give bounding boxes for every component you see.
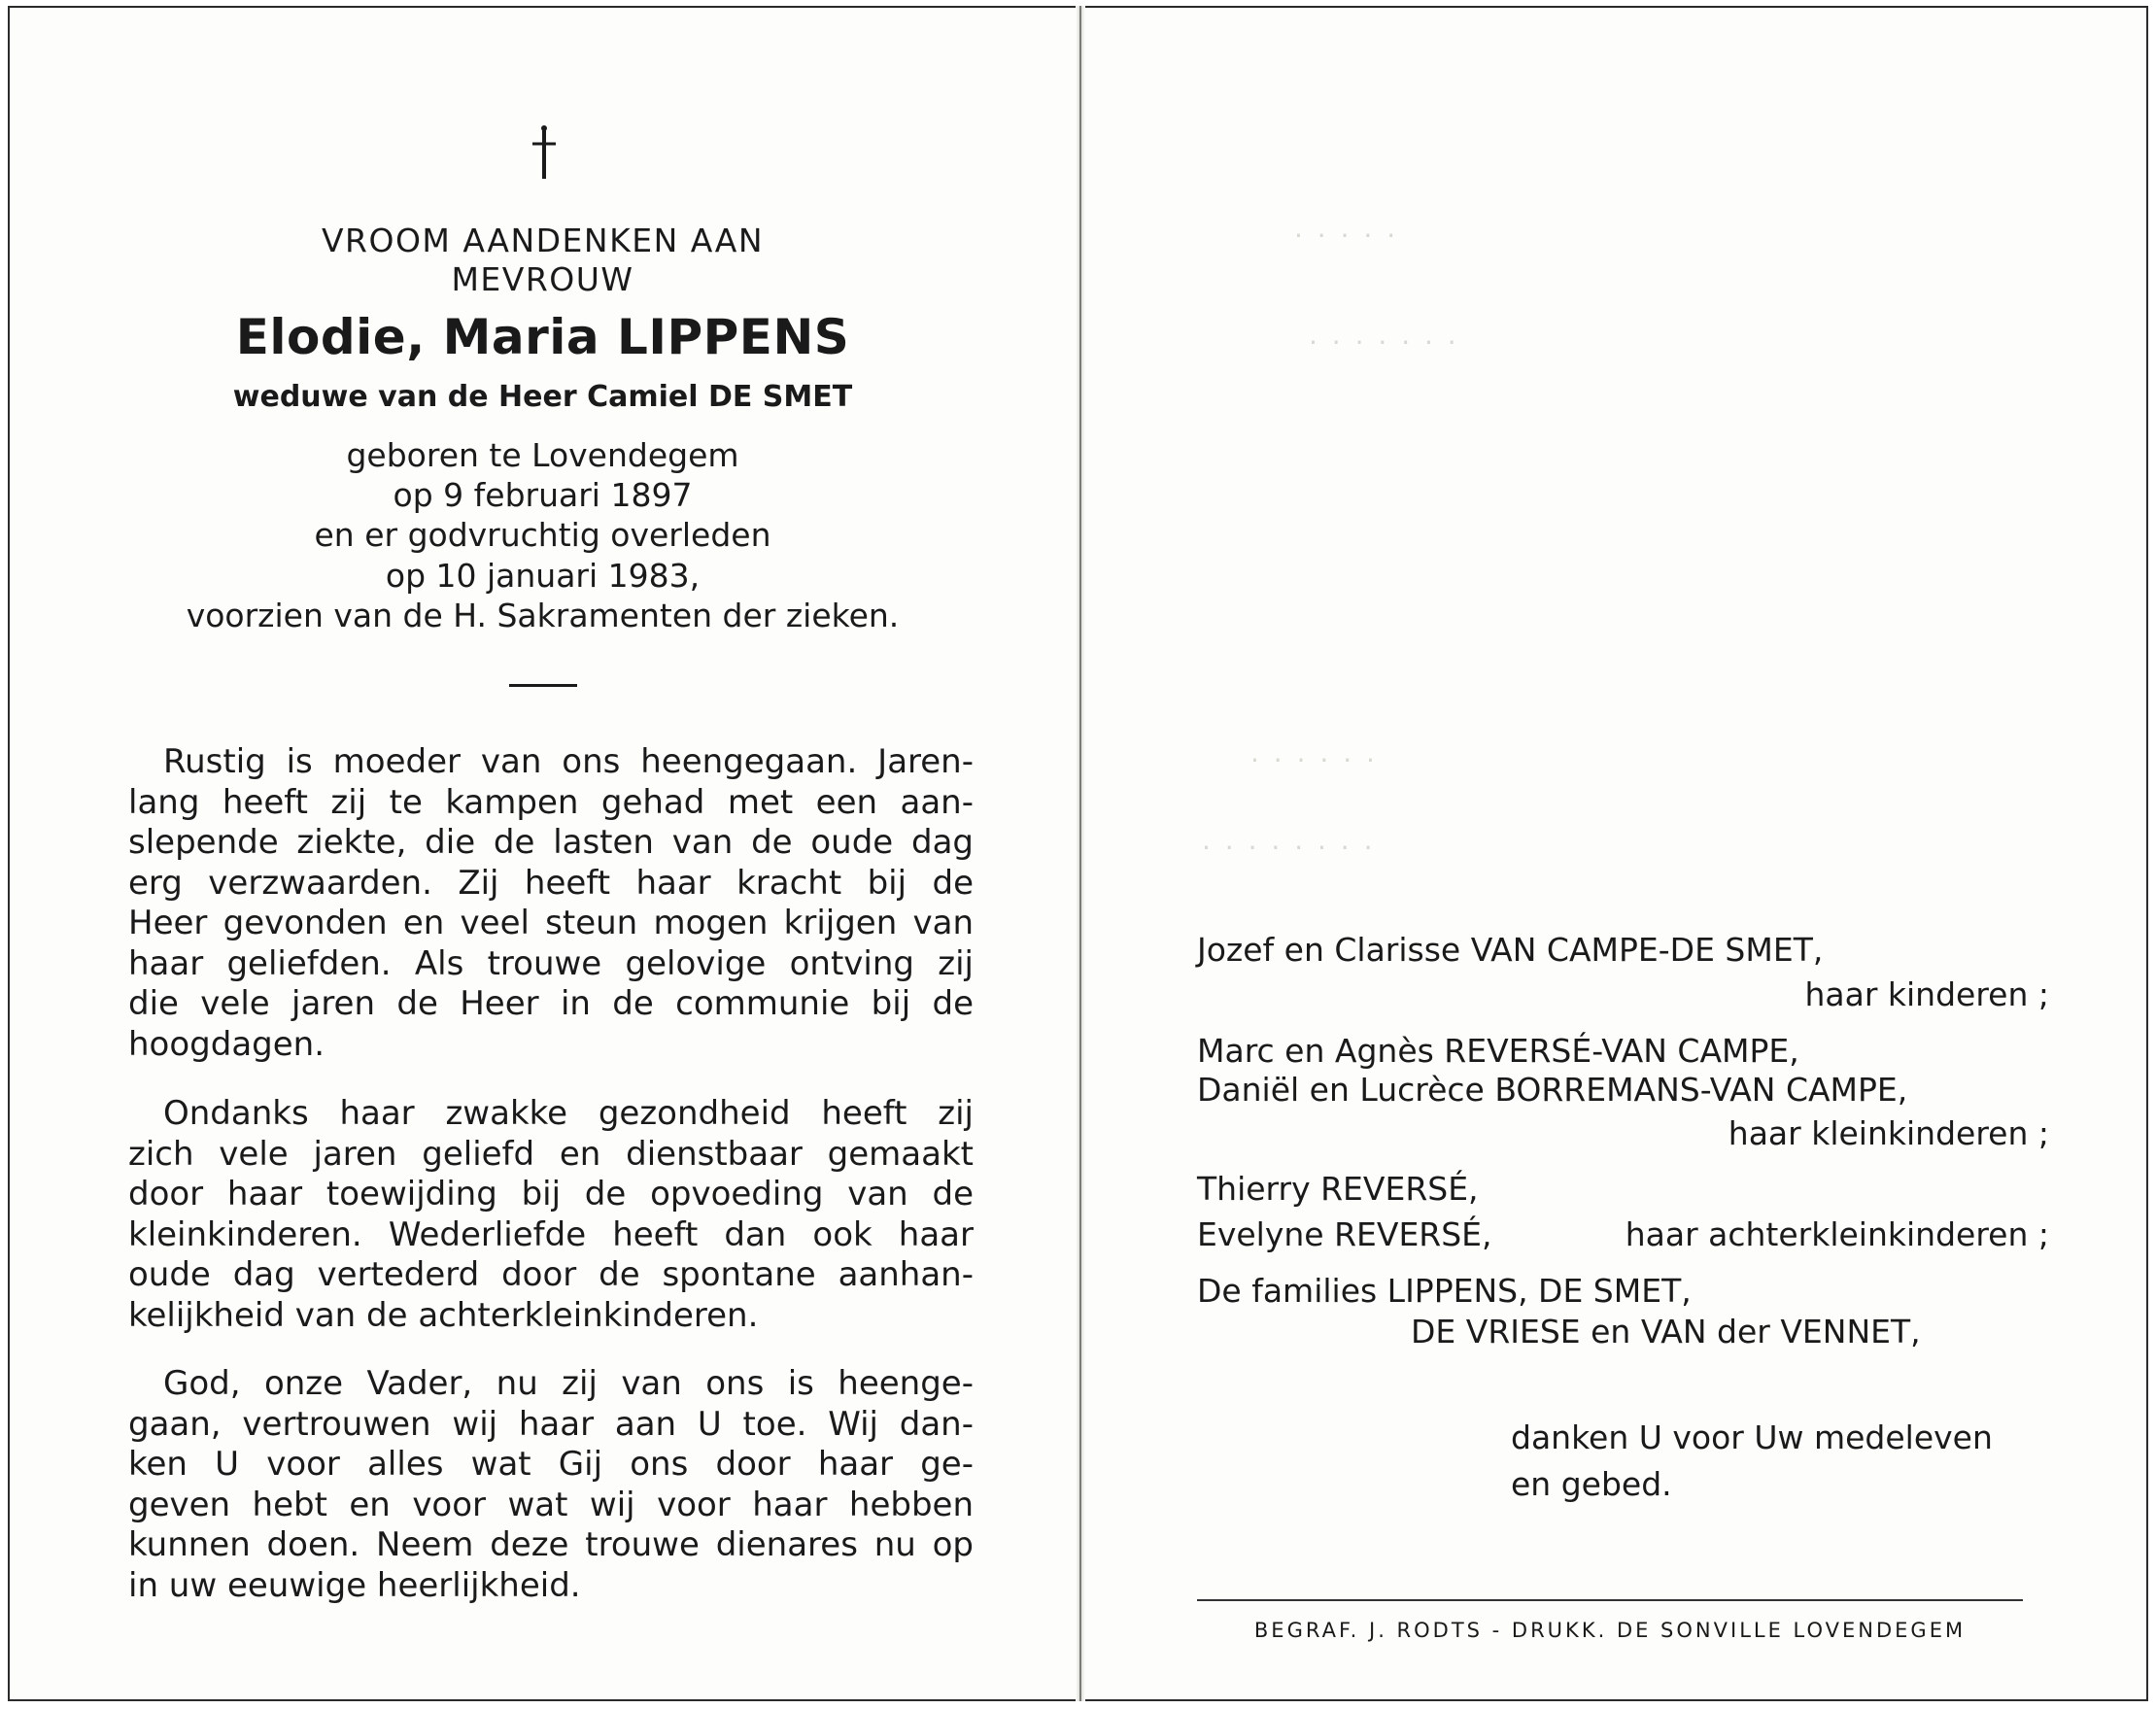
deceased-name: Elodie, Maria LIPPENS bbox=[235, 309, 850, 365]
text-line: haar geliefden. Als trouwe gelovige ontving zij bbox=[128, 943, 974, 983]
text-line: kunnen doen. Neem deze trouwe dienares nu op bbox=[128, 1525, 974, 1564]
bio-line: op 10 januari 1983, bbox=[385, 557, 701, 595]
text-line: die vele jaren de Heer in de communie bij de bbox=[128, 984, 974, 1023]
children-names: Jozef en Clarisse VAN CAMPE-DE SMET, bbox=[1197, 931, 1824, 969]
bio-line: geboren te Lovendegem bbox=[346, 436, 739, 474]
great-grandchild-1: Thierry REVERSÉ, bbox=[1197, 1170, 1479, 1208]
paragraph-3 bbox=[128, 1364, 974, 1606]
thanks-line-1: danken U voor Uw medeleven bbox=[1511, 1418, 1993, 1456]
children-label: haar kinderen ; bbox=[1804, 975, 2049, 1013]
text-line: geven hebt en voor wat wij voor haar hebben bbox=[128, 1485, 974, 1524]
text-line: lang heeft zij te kampen gehad met een aan- bbox=[128, 782, 974, 822]
text-line: Heer gevonden en veel steun mogen krijgen van bbox=[128, 904, 974, 942]
text-line: kelijkheid van de achterkleinkinderen. bbox=[128, 1295, 759, 1335]
text-line: gaan, vertrouwen wij haar aan U toe. Wij dan- bbox=[128, 1404, 974, 1444]
text-line: in uw eeuwige heerlijkheid. bbox=[128, 1565, 581, 1605]
text-line: Ondanks haar zwakke gezondheid heeft zij bbox=[163, 1094, 974, 1133]
show-through: · · · · · · bbox=[1250, 744, 1378, 776]
show-through: · · · · · bbox=[1294, 220, 1399, 252]
great-grandchild-2: Evelyne REVERSÉ, bbox=[1197, 1215, 1492, 1253]
heading-line-2: MEVROUW bbox=[451, 260, 634, 298]
show-through: · · · · · · · · bbox=[1202, 832, 1376, 864]
text-line: Rustig is moeder van ons heengegaan. Jaren- bbox=[163, 742, 974, 781]
text-line: erg verzwaarden. Zij heeft haar kracht bij de bbox=[128, 863, 974, 903]
grandchildren-line-2: Daniël en Lucrèce BORREMANS-VAN CAMPE, bbox=[1197, 1071, 1908, 1109]
divider bbox=[509, 684, 577, 687]
left-page bbox=[10, 6, 1076, 1701]
paragraph-1 bbox=[128, 742, 974, 1065]
cross-icon bbox=[530, 124, 559, 181]
text-line: oude dag vertederd door de spontane aanhan- bbox=[128, 1255, 974, 1294]
great-grandchildren-label: haar achterkleinkinderen ; bbox=[1625, 1215, 2049, 1253]
families-line-2: DE VRIESE en VAN der VENNET, bbox=[1411, 1313, 1921, 1350]
bio-line: voorzien van de H. Sakramenten der zieken. bbox=[186, 597, 900, 634]
show-through: · · · · · · · bbox=[1309, 326, 1459, 359]
thanks-line-2: en gebed. bbox=[1511, 1465, 1672, 1503]
families-line-1: De families LIPPENS, DE SMET, bbox=[1197, 1272, 1692, 1310]
text-line: slepende ziekte, die de lasten van de oude dag bbox=[128, 823, 974, 862]
bio-line: op 9 februari 1897 bbox=[393, 476, 693, 514]
heading-line-1: VROOM AANDENKEN AAN bbox=[321, 222, 765, 259]
text-line: ken U voor alles wat Gij ons door haar ge- bbox=[128, 1445, 974, 1484]
text-line: door haar toewijding bij de opvoeding van de bbox=[128, 1175, 974, 1213]
text-line: zich vele jaren geliefd en dienstbaar gemaakt bbox=[128, 1134, 974, 1174]
grandchildren-label: haar kleinkinderen ; bbox=[1728, 1114, 2049, 1152]
bio-line: en er godvruchtig overleden bbox=[314, 516, 771, 554]
text-line: kleinkinderen. Wederliefde heeft dan ook haar bbox=[128, 1214, 974, 1254]
paragraph-2 bbox=[128, 1094, 974, 1336]
grandchildren-line-1: Marc en Agnès REVERSÉ-VAN CAMPE, bbox=[1197, 1032, 1799, 1070]
text-line: God, onze Vader, nu zij van ons is heenge- bbox=[163, 1364, 974, 1403]
bottom-rule bbox=[1197, 1599, 2023, 1601]
fold-line bbox=[1079, 6, 1081, 1701]
printer-credit: BEGRAF. J. RODTS - DRUKK. DE SONVILLE LOVENDEGEM bbox=[1253, 1619, 1967, 1642]
text-line: hoogdagen. bbox=[128, 1024, 325, 1064]
widow-of: weduwe van de Heer Camiel DE SMET bbox=[232, 380, 853, 414]
right-page bbox=[1085, 6, 2146, 1701]
